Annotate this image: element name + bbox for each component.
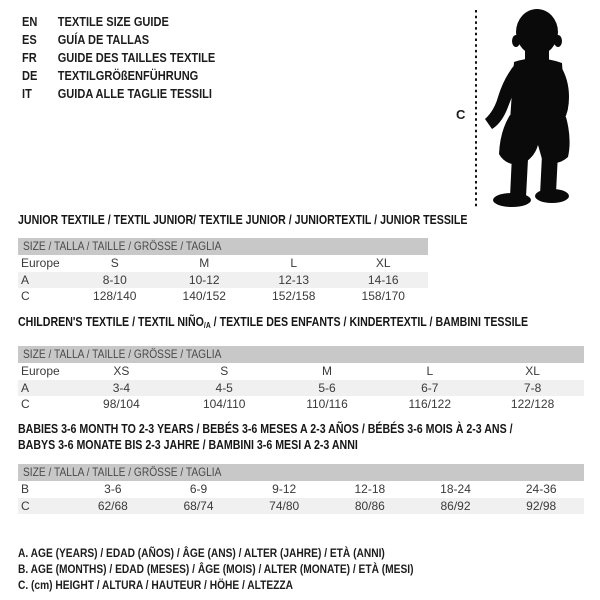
row-label: A (21, 380, 30, 395)
row-label: B (21, 482, 30, 497)
footnote-age-years: A. AGE (YEARS) / EDAD (AÑOS) / ÂGE (ANS) / ALTER (JAHRE) / ETÀ (ANNI) (18, 546, 385, 560)
height-measure-label: C (456, 107, 466, 122)
size-cell: XS (113, 364, 130, 379)
size-cell: XL (375, 256, 391, 271)
junior-table-title: JUNIOR TEXTILE / TEXTIL JUNIOR/ TEXTILE JUNIOR / JUNIORTEXTIL / JUNIOR TESSILE (18, 213, 468, 227)
age-cell: 8-10 (102, 272, 127, 287)
height-cell: 140/152 (182, 289, 226, 304)
language-row (22, 66, 215, 84)
size-cell: S (220, 364, 229, 379)
size-cell: L (290, 256, 298, 271)
babies-table (18, 464, 584, 514)
table-row-age (18, 272, 428, 289)
row-label: C (21, 397, 30, 412)
table-row-age (18, 380, 584, 397)
height-cell: 128/140 (93, 289, 137, 304)
age-cell: 5-6 (318, 380, 336, 395)
size-cell: S (110, 256, 119, 271)
height-cell: 62/68 (97, 498, 128, 513)
language-label: TEXTILE SIZE GUIDE (57, 13, 169, 29)
height-cell: 158/170 (361, 289, 405, 304)
height-cell: 116/122 (408, 397, 452, 412)
size-cell: XL (525, 364, 540, 379)
age-cell: 6-9 (189, 482, 208, 497)
language-code: FR (22, 49, 37, 65)
row-label: Europe (21, 364, 60, 379)
age-cell: 24-36 (525, 482, 557, 497)
size-header-bar: SIZE / TALLA / TAILLE / GRÖSSE / TAGLIA (18, 464, 584, 481)
language-row (22, 84, 215, 102)
footnote-height: C. (cm) HEIGHT / ALTURA / HAUTEUR / HÖHE / ALTEZZA (18, 578, 294, 592)
height-cell: 68/74 (183, 498, 214, 513)
language-list (22, 12, 249, 102)
baby-silhouette-image (472, 5, 594, 210)
age-cell: 9-12 (272, 482, 297, 497)
row-label: A (21, 272, 30, 287)
height-cell: 104/110 (202, 397, 246, 412)
age-cell: 14-16 (367, 272, 399, 287)
babies-table-title: BABIES 3-6 MONTH TO 2-3 YEARS / BEBÉS 3-6 MESES A 2-3 AÑOS / BÉBÉS 3-6 MOIS À 2-3 ANS / BABYS 3-6 MONATE BIS 2-3 JAHRE / BAMBINI 3-6 MESI A 2-3 ANNI (18, 422, 513, 452)
language-code: IT (22, 85, 32, 101)
row-label: C (21, 289, 30, 304)
height-cell: 110/116 (306, 397, 348, 412)
language-row (22, 30, 215, 48)
row-label: Europe (21, 256, 60, 271)
size-cell: L (426, 364, 434, 379)
language-label: GUÍA DE TALLAS (57, 31, 150, 47)
children-table-title: CHILDREN'S TEXTILE / TEXTIL $NIÑO_{/A}$ / TEXTILE DES ENFANTS / KINDERTEXTIL / BAMBINI TESSILE (18, 315, 529, 330)
height-cell: 98/104 (103, 397, 140, 412)
age-cell: 4-5 (215, 380, 233, 395)
children-table (18, 346, 584, 413)
language-row (22, 12, 215, 30)
age-cell: 12-18 (354, 482, 386, 497)
size-cell: M (321, 364, 332, 379)
language-label: TEXTILGRÖßENFÜHRUNG (57, 67, 199, 83)
footnote-age-months: B. AGE (MONTHS) / EDAD (MESES) / ÂGE (MOIS) / ALTER (MONATE) / ETÀ (MESI) (18, 562, 414, 576)
language-row (22, 48, 215, 66)
language-label: GUIDA ALLE TAGLIE TESSILI (57, 85, 213, 101)
size-cell: M (199, 256, 210, 271)
size-header-bar: SIZE / TALLA / TAILLE / GRÖSSE / TAGLIA (18, 238, 428, 255)
table-row-europe (18, 363, 584, 380)
language-code: DE (22, 67, 38, 83)
age-cell: 10-12 (188, 272, 220, 287)
table-row-europe (18, 255, 428, 272)
age-cell: 6-7 (421, 380, 439, 395)
table-row-height (18, 498, 584, 515)
height-cell: 152/158 (272, 289, 316, 304)
table-row-height (18, 396, 584, 413)
height-cell: 92/98 (526, 498, 557, 513)
language-code: EN (22, 13, 38, 29)
age-cell: 12-13 (278, 272, 310, 287)
age-cell: 3-6 (104, 482, 122, 497)
footnotes (18, 545, 483, 593)
height-cell: 80/86 (354, 498, 385, 513)
age-cell: 7-8 (523, 380, 542, 395)
height-cell: 86/92 (440, 498, 471, 513)
language-label: GUIDE DES TAILLES TEXTILE (57, 49, 216, 65)
age-cell: 18-24 (440, 482, 471, 497)
table-row-age-months (18, 481, 584, 498)
baby-silhouette (485, 9, 570, 207)
height-cell: 74/80 (269, 498, 300, 513)
row-label: C (21, 498, 30, 513)
language-code: ES (22, 31, 37, 47)
table-row-height (18, 288, 428, 305)
size-header-bar: SIZE / TALLA / TAILLE / GRÖSSE / TAGLIA (18, 346, 584, 363)
height-cell: 122/128 (510, 397, 555, 412)
age-cell: 3-4 (112, 380, 131, 395)
junior-table (18, 238, 428, 305)
